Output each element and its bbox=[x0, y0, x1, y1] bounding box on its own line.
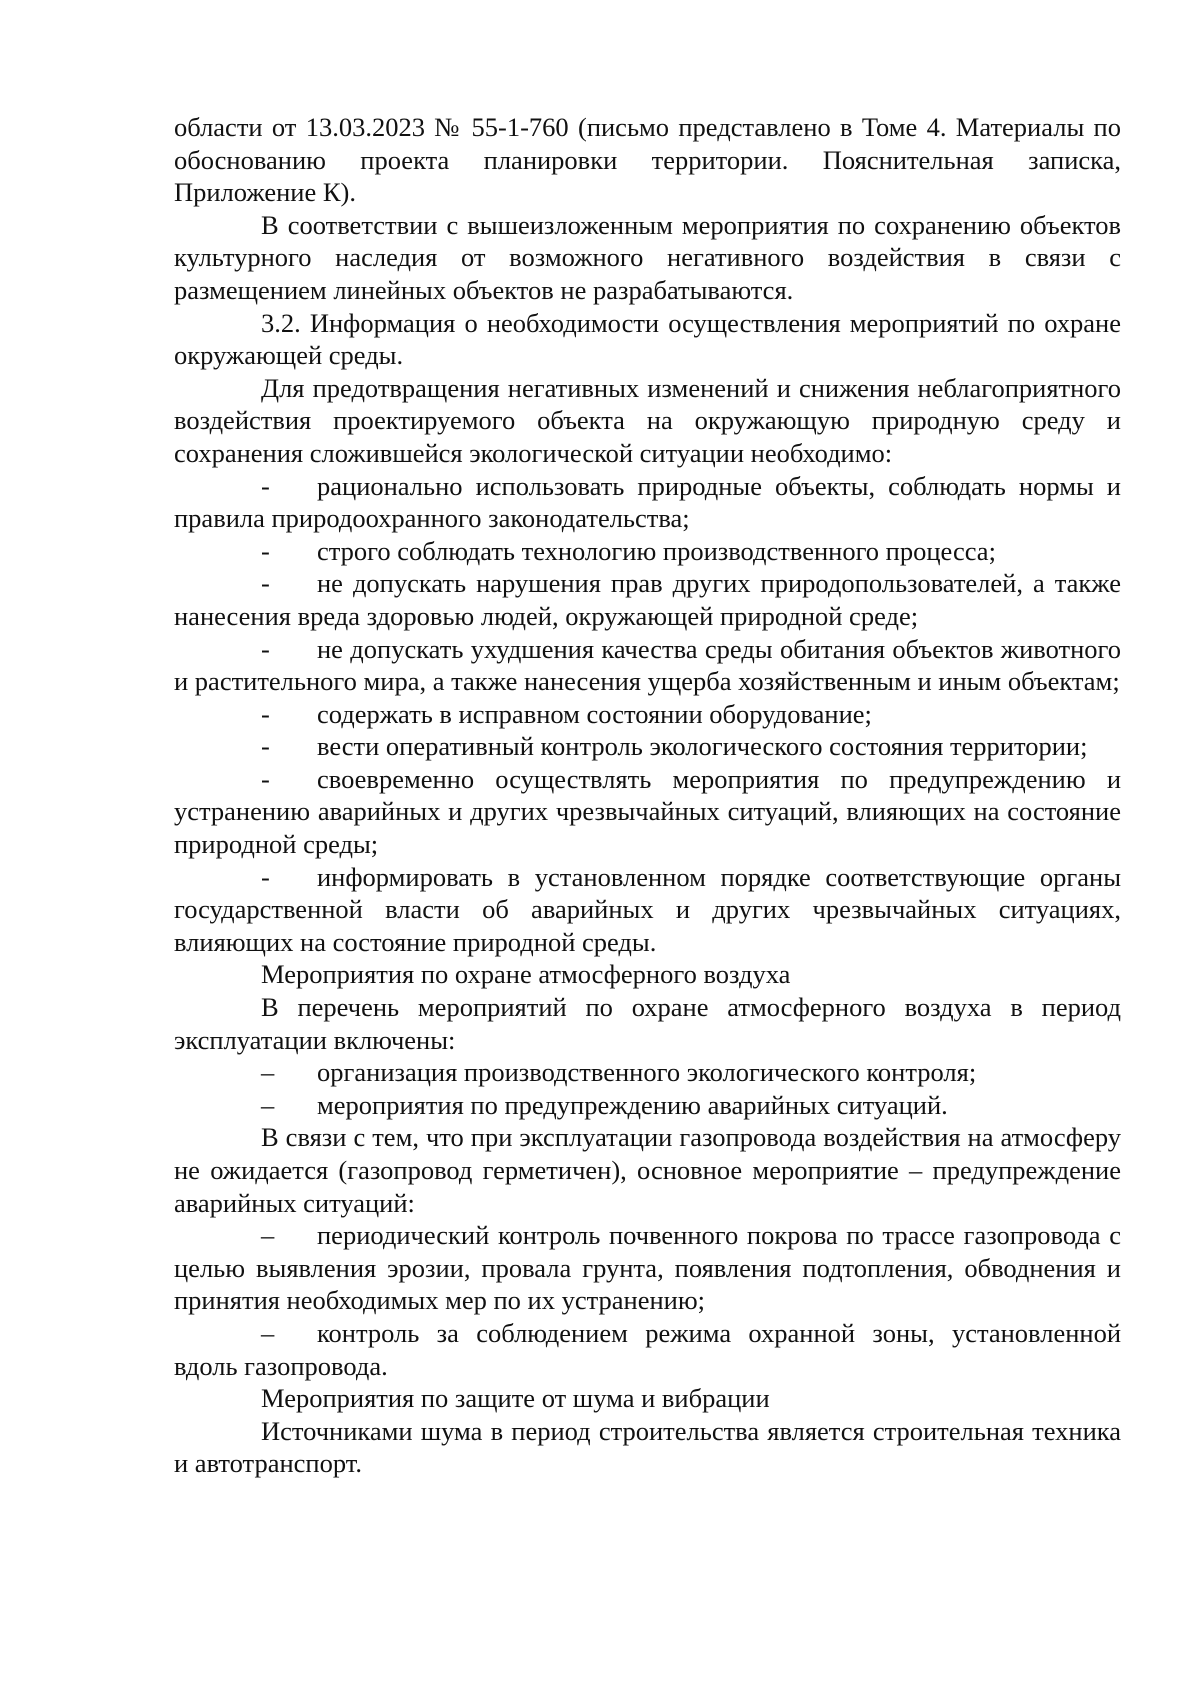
list-item bbox=[174, 861, 1121, 959]
list-item bbox=[174, 1056, 1121, 1089]
paragraph-continuation: области от 13.03.2023 № 55-1-760 (письмо представлено в Томе 4. Материалы по обоснованию проекта планировки территории. Пояснительная записка, Приложение К). bbox=[174, 112, 1121, 208]
list-item bbox=[174, 1089, 1121, 1122]
list-dash-marker: - bbox=[261, 568, 270, 599]
list-item-text: периодический контроль почвенного покрова по трассе газопровода с целью выявления эрозии, провала грунта, появления подтопления, обводнения и принятия необходимых мер по их устранению; bbox=[174, 1220, 1121, 1316]
list-dash-marker: – bbox=[261, 1317, 275, 1348]
list-item bbox=[174, 698, 1121, 731]
paragraph-intro-measures: Для предотвращения негативных изменений и снижения неблагоприятного воздействия проектируемого объекта на окружающую природную среду и сохранения сложившейся экологической ситуации необходимо: bbox=[174, 372, 1121, 468]
list-item-text: информировать в установленном порядке соответствующие органы государственной власти об аварийных и других чрезвычайных ситуациях, влияющих на состояние природной среды. bbox=[174, 861, 1121, 957]
list-item-text: строго соблюдать технологию производственного процесса; bbox=[317, 535, 996, 566]
list-item-text: содержать в исправном состоянии оборудование; bbox=[317, 698, 872, 729]
list-item-text: рационально использовать природные объекты, соблюдать нормы и правила природоохранного законодательства; bbox=[174, 470, 1121, 534]
paragraph-air-measures: В перечень мероприятий по охране атмосферного воздуха в период эксплуатации включены: bbox=[174, 992, 1121, 1055]
document-body bbox=[174, 111, 1121, 1480]
list-item bbox=[174, 633, 1121, 698]
list-item-text: не допускать нарушения прав других природопользователей, а также нанесения вреда здоровью людей, окружающей природной среде; bbox=[174, 568, 1121, 631]
list-dash-marker: - bbox=[261, 861, 270, 892]
list-dash-marker: - bbox=[261, 731, 270, 762]
list-dash-marker: - bbox=[261, 763, 270, 794]
list-dash-marker: - bbox=[261, 698, 270, 729]
list-dash-marker: – bbox=[261, 1057, 275, 1088]
list-item-text: не допускать ухудшения качества среды обитания объектов животного и растительного мира, а также нанесения ущерба хозяйственным и иным объектам; bbox=[174, 633, 1121, 697]
list-item bbox=[174, 567, 1121, 632]
section-heading-3-2: 3.2. Информация о необходимости осуществления мероприятий по охране окружающей среды. bbox=[174, 307, 1121, 371]
subheading-noise-protection: Мероприятия по защите от шума и вибрации bbox=[261, 1383, 770, 1414]
list-item-text: мероприятия по предупреждению аварийных ситуаций. bbox=[317, 1089, 948, 1120]
list-item bbox=[174, 535, 1121, 568]
list-item bbox=[174, 730, 1121, 763]
list-dash-marker: – bbox=[261, 1220, 275, 1251]
paragraph-gas-pipeline: В связи с тем, что при эксплуатации газопровода воздействия на атмосферу не ожидается (газопровод герметичен), основное мероприятие – предупреждение аварийных ситуаций: bbox=[174, 1122, 1121, 1218]
list-item-text: организация производственного экологического контроля; bbox=[317, 1057, 977, 1088]
list-item bbox=[174, 1317, 1121, 1382]
list-item bbox=[174, 763, 1121, 861]
list-item-text: вести оперативный контроль экологического состояния территории; bbox=[317, 731, 1088, 762]
list-item bbox=[174, 1219, 1121, 1317]
list-dash-marker: – bbox=[261, 1089, 275, 1120]
paragraph-noise-sources: Источниками шума в период строительства является строительная техника и автотранспорт. bbox=[174, 1415, 1121, 1479]
list-dash-marker: - bbox=[261, 470, 270, 501]
paragraph-cultural-heritage: В соответствии с вышеизложенным мероприятия по сохранению объектов культурного наследия от возможного негативного воздействия в связи с размещением линейных объектов не разрабатываются. bbox=[174, 209, 1121, 305]
list-item bbox=[174, 470, 1121, 535]
list-item-text: контроль за соблюдением режима охранной зоны, установленной вдоль газопровода. bbox=[174, 1317, 1121, 1381]
list-item-text: своевременно осуществлять мероприятия по предупреждению и устранению аварийных и других чрезвычайных ситуаций, влияющих на состояние природной среды; bbox=[174, 763, 1121, 860]
subheading-air-protection: Мероприятия по охране атмосферного воздуха bbox=[261, 959, 791, 990]
list-dash-marker: - bbox=[261, 535, 270, 566]
list-dash-marker: - bbox=[261, 633, 270, 664]
